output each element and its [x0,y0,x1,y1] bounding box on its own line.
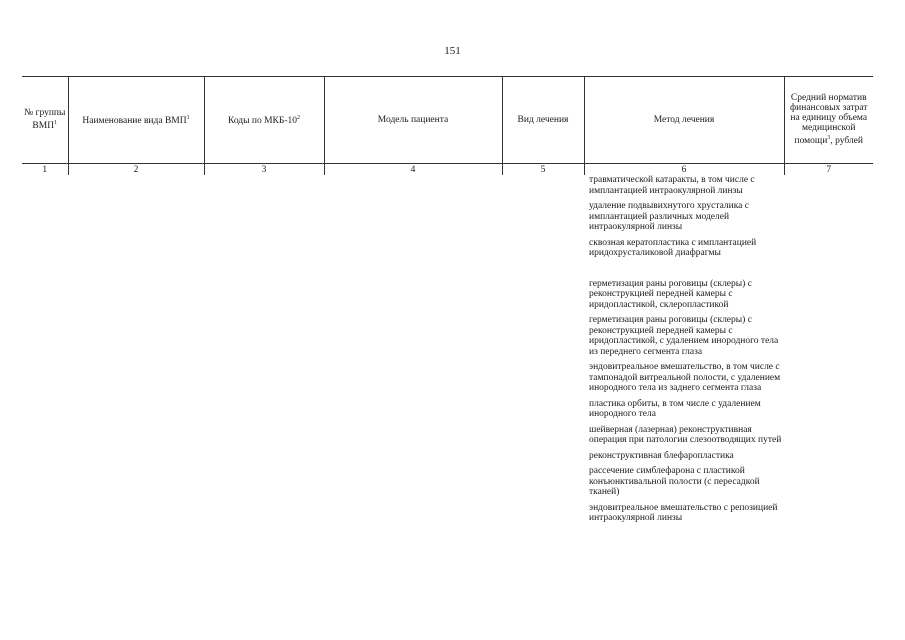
table-body-row [22,175,873,529]
vmp-table [22,76,873,529]
list-item: эндовитреальное вмешательство, в том числе с тампонадой витреальной полости, с удалением инородного тела из заднего сегмента глаза [589,362,781,393]
cell-treatment-type [502,175,584,529]
header-treatment-type: Вид лечения [502,77,584,164]
page-number: 151 [444,45,461,57]
list-item: герметизация раны роговицы (склеры) с реконструкцией передней камеры с иридопластикой, склеропластикой [589,278,752,310]
header-group-number: № группы ВМП$^1$ [22,77,68,164]
list-item: герметизация раны роговицы (склеры) с реконструкцией передней камеры с иридопластикой, с удалением инородного тела из переднего сегмента глаза [589,315,779,357]
cell-cost-norm [784,175,873,529]
cell-vmp-name [68,175,204,529]
column-number: 3 [204,164,324,176]
column-number-row [22,164,873,176]
column-number: 5 [502,164,584,176]
list-item: реконструктивная блефаропластика [589,450,734,461]
header-row [22,77,873,164]
list-item: травматической катаракты, в том числе с имплантацией интраокулярной линзы [589,175,755,196]
list-item: пластика орбиты, в том числе с удалением инородного тела [589,398,761,419]
column-number: 7 [784,164,873,176]
cell-treatment-method [584,175,784,529]
header-treatment-method: Метод лечения [584,77,784,164]
list-item: рассечение симблефарона с пластикой конъюнктивальной полости (с пересадкой тканей) [589,466,760,497]
header-icd-codes: Коды по МКБ-$10^2$ [204,77,324,164]
list-item: сквозная кератопластика с имплантацией иридохрусталиковой диафрагмы [589,237,757,258]
list-item: удаление подвывихнутого хрусталика с имплантацией различных моделей интраокулярной линзы [589,201,749,232]
list-item: шейверная (лазерная) реконструктивная операция при патологии слезоотводящих путей [589,424,782,445]
cell-patient-model [324,175,502,529]
column-number: 2 [68,164,204,176]
header-patient-model: Модель пациента [324,77,502,164]
column-number: 4 [324,164,502,176]
list-item: эндовитреальное вмешательство с репозицией интраокулярной линзы [589,502,778,523]
column-number: 1 [42,165,48,175]
column-number: 6 [584,164,784,176]
header-cost-norm: Средний норматив финансовых затрат на единицу объема медицинской помощи$^3$, рублей [784,77,873,164]
cell-icd-codes [204,175,324,529]
method-list [584,175,784,524]
header-vmp-name: Наименование вида ВМП$^1$ [68,77,204,164]
cell-group-number [22,175,68,529]
